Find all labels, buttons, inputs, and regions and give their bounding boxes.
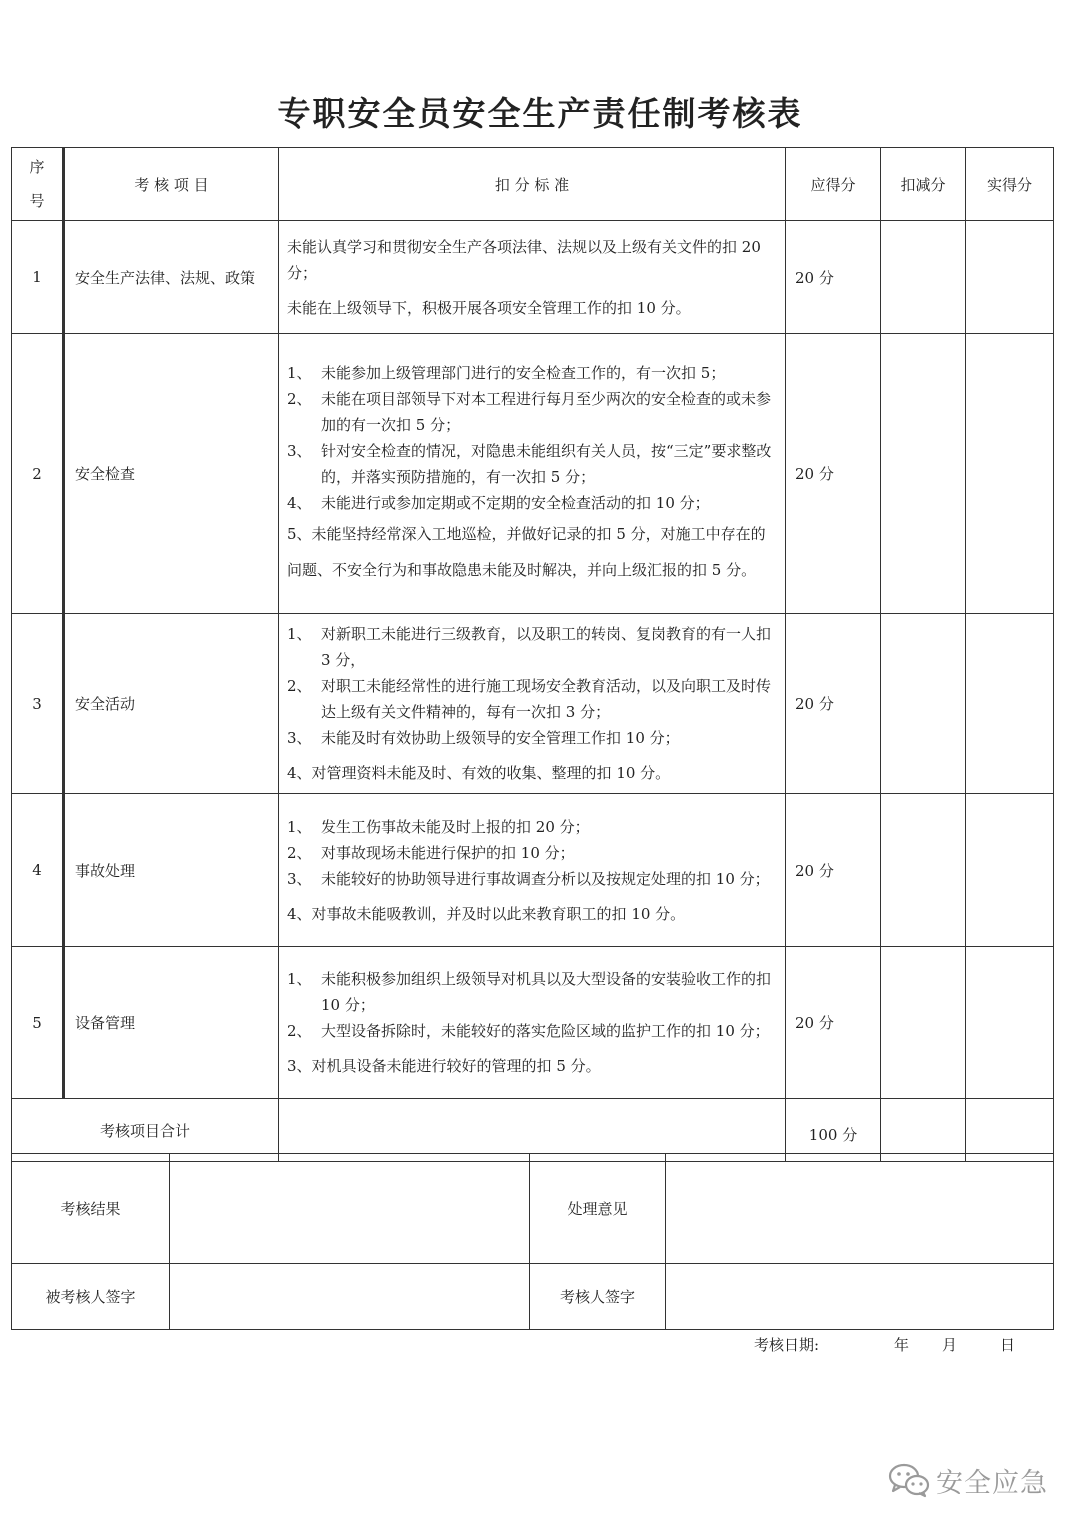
row-actual-score[interactable] <box>966 334 1054 614</box>
row-criteria <box>279 947 786 1099</box>
row-deduct-score[interactable] <box>881 794 966 947</box>
row-item: 设备管理 <box>64 947 279 1099</box>
header-actual-score: 实得分 <box>966 148 1054 221</box>
total-score: 100 分 <box>786 1099 881 1162</box>
row-seq: 1 <box>12 221 64 334</box>
total-label: 考核项目合计 <box>12 1099 279 1162</box>
row-criteria <box>279 614 786 794</box>
header-deduct-score: 扣减分 <box>881 148 966 221</box>
criteria-line: 1、 未能参加上级管理部门进行的安全检查工作的，有一次扣 5； <box>287 363 726 382</box>
date-day: 日 <box>1000 1336 1016 1354</box>
row-actual-score[interactable] <box>966 614 1054 794</box>
signature-table <box>11 1153 1054 1330</box>
criteria-line: 4、 未能进行或参加定期或不定期的安全检查活动的扣 10 分； <box>287 493 710 512</box>
table-row <box>12 947 1054 1099</box>
criteria-line: 4、对事故未能吸教训，并及时以此来教育职工的扣 10 分。 <box>287 904 686 923</box>
row-due-score: 20 分 <box>786 334 881 614</box>
row-actual-score[interactable] <box>966 794 1054 947</box>
criteria-line: 1、 发生工伤事故未能及时上报的扣 20 分； <box>287 817 590 836</box>
table-row <box>12 794 1054 947</box>
criteria-line: 3、对机具设备未能进行较好的管理的扣 5 分。 <box>287 1057 601 1075</box>
table-header-row <box>12 148 1054 221</box>
row-due-score: 20 分 <box>786 221 881 334</box>
row-criteria <box>279 221 786 334</box>
criteria-line: 4、对管理资料未能及时、有效的收集、整理的扣 10 分。 <box>287 764 671 782</box>
date-label: 考核日期: <box>754 1336 820 1354</box>
header-due-score: 应得分 <box>786 148 881 221</box>
row-due-score: 20 分 <box>786 614 881 794</box>
criteria-line: 5、未能坚持经常深入工地巡检，并做好记录的扣 5 分，对施工中存在的问题、不安全行为和事故隐患未能及时解决，并向上级汇报的扣 5 分。 <box>287 524 766 579</box>
criteria-line: 2、 未能在项目部领导下对本工程进行每月至少两次的安全检查的或未参加的有一次扣 5 分； <box>287 389 772 434</box>
row-item: 安全生产法律、法规、政策 <box>64 221 279 334</box>
result-label: 考核结果 <box>12 1154 170 1264</box>
date-year: 年 <box>894 1336 910 1354</box>
header-criteria: 扣 分 标 准 <box>279 148 786 221</box>
assessment-table <box>11 147 1054 1162</box>
row-seq: 5 <box>12 947 64 1099</box>
watermark-text: 安全应急 <box>936 1467 1048 1499</box>
result-row <box>12 1154 1054 1264</box>
row-deduct-score[interactable] <box>881 334 966 614</box>
date-month: 月 <box>942 1336 958 1354</box>
examiner-signature-field[interactable] <box>666 1264 1054 1330</box>
examiner-signature-label: 考核人签字 <box>530 1264 666 1330</box>
examinee-signature-label: 被考核人签字 <box>12 1264 170 1330</box>
header-seq: 序 号 <box>12 148 64 221</box>
watermark <box>888 1460 1048 1500</box>
criteria-line: 1、 未能积极参加组织上级领导对机具以及大型设备的安装验收工作的扣 10 分； <box>287 970 772 1014</box>
header-item: 考 核 项 目 <box>64 148 279 221</box>
row-actual-score[interactable] <box>966 221 1054 334</box>
row-deduct-score[interactable] <box>881 947 966 1099</box>
row-criteria <box>279 334 786 614</box>
result-field[interactable] <box>170 1154 530 1264</box>
criteria-line: 2、 对职工未能经常性的进行施工现场安全教育活动，以及向职工及时传达上级有关文件精神的，每有一次扣 3 分； <box>287 677 772 721</box>
criteria-line: 3、 未能较好的协助领导进行事故调查分析以及按规定处理的扣 10 分； <box>287 869 770 888</box>
opinion-label: 处理意见 <box>530 1154 666 1264</box>
row-item: 事故处理 <box>64 794 279 947</box>
row-item: 安全检查 <box>64 334 279 614</box>
criteria-line: 未能在上级领导下，积极开展各项安全管理工作的扣 10 分。 <box>287 298 691 317</box>
criteria-line: 未能认真学习和贯彻安全生产各项法律、法规以及上级有关文件的扣 20 分； <box>287 237 761 282</box>
criteria-line: 2、 大型设备拆除时，未能较好的落实危险区域的监护工作的扣 10 分； <box>287 1022 770 1040</box>
wechat-icon <box>888 1462 930 1498</box>
row-item: 安全活动 <box>64 614 279 794</box>
criteria-line: 2、 对事故现场未能进行保护的扣 10 分； <box>287 843 575 862</box>
row-due-score: 20 分 <box>786 947 881 1099</box>
row-seq: 4 <box>12 794 64 947</box>
row-deduct-score[interactable] <box>881 614 966 794</box>
criteria-line: 1、 对新职工未能进行三级教育，以及职工的转岗、复岗教育的有一人扣 3 分， <box>287 625 772 669</box>
criteria-line: 3、 未能及时有效协助上级领导的安全管理工作扣 10 分； <box>287 729 680 747</box>
row-seq: 2 <box>12 334 64 614</box>
page-title: 专职安全员安全生产责任制考核表 <box>277 94 803 133</box>
signature-row <box>12 1264 1054 1330</box>
opinion-field[interactable] <box>666 1154 1054 1264</box>
criteria-line: 3、 针对安全检查的情况，对隐患未能组织有关人员，按“三定”要求整改的，并落实预防措施的，有一次扣 5 分； <box>287 441 772 486</box>
row-deduct-score[interactable] <box>881 221 966 334</box>
row-due-score: 20 分 <box>786 794 881 947</box>
row-criteria <box>279 794 786 947</box>
table-row <box>12 614 1054 794</box>
examinee-signature-field[interactable] <box>170 1264 530 1330</box>
table-row <box>12 221 1054 334</box>
row-actual-score[interactable] <box>966 947 1054 1099</box>
row-seq: 3 <box>12 614 64 794</box>
table-row <box>12 334 1054 614</box>
